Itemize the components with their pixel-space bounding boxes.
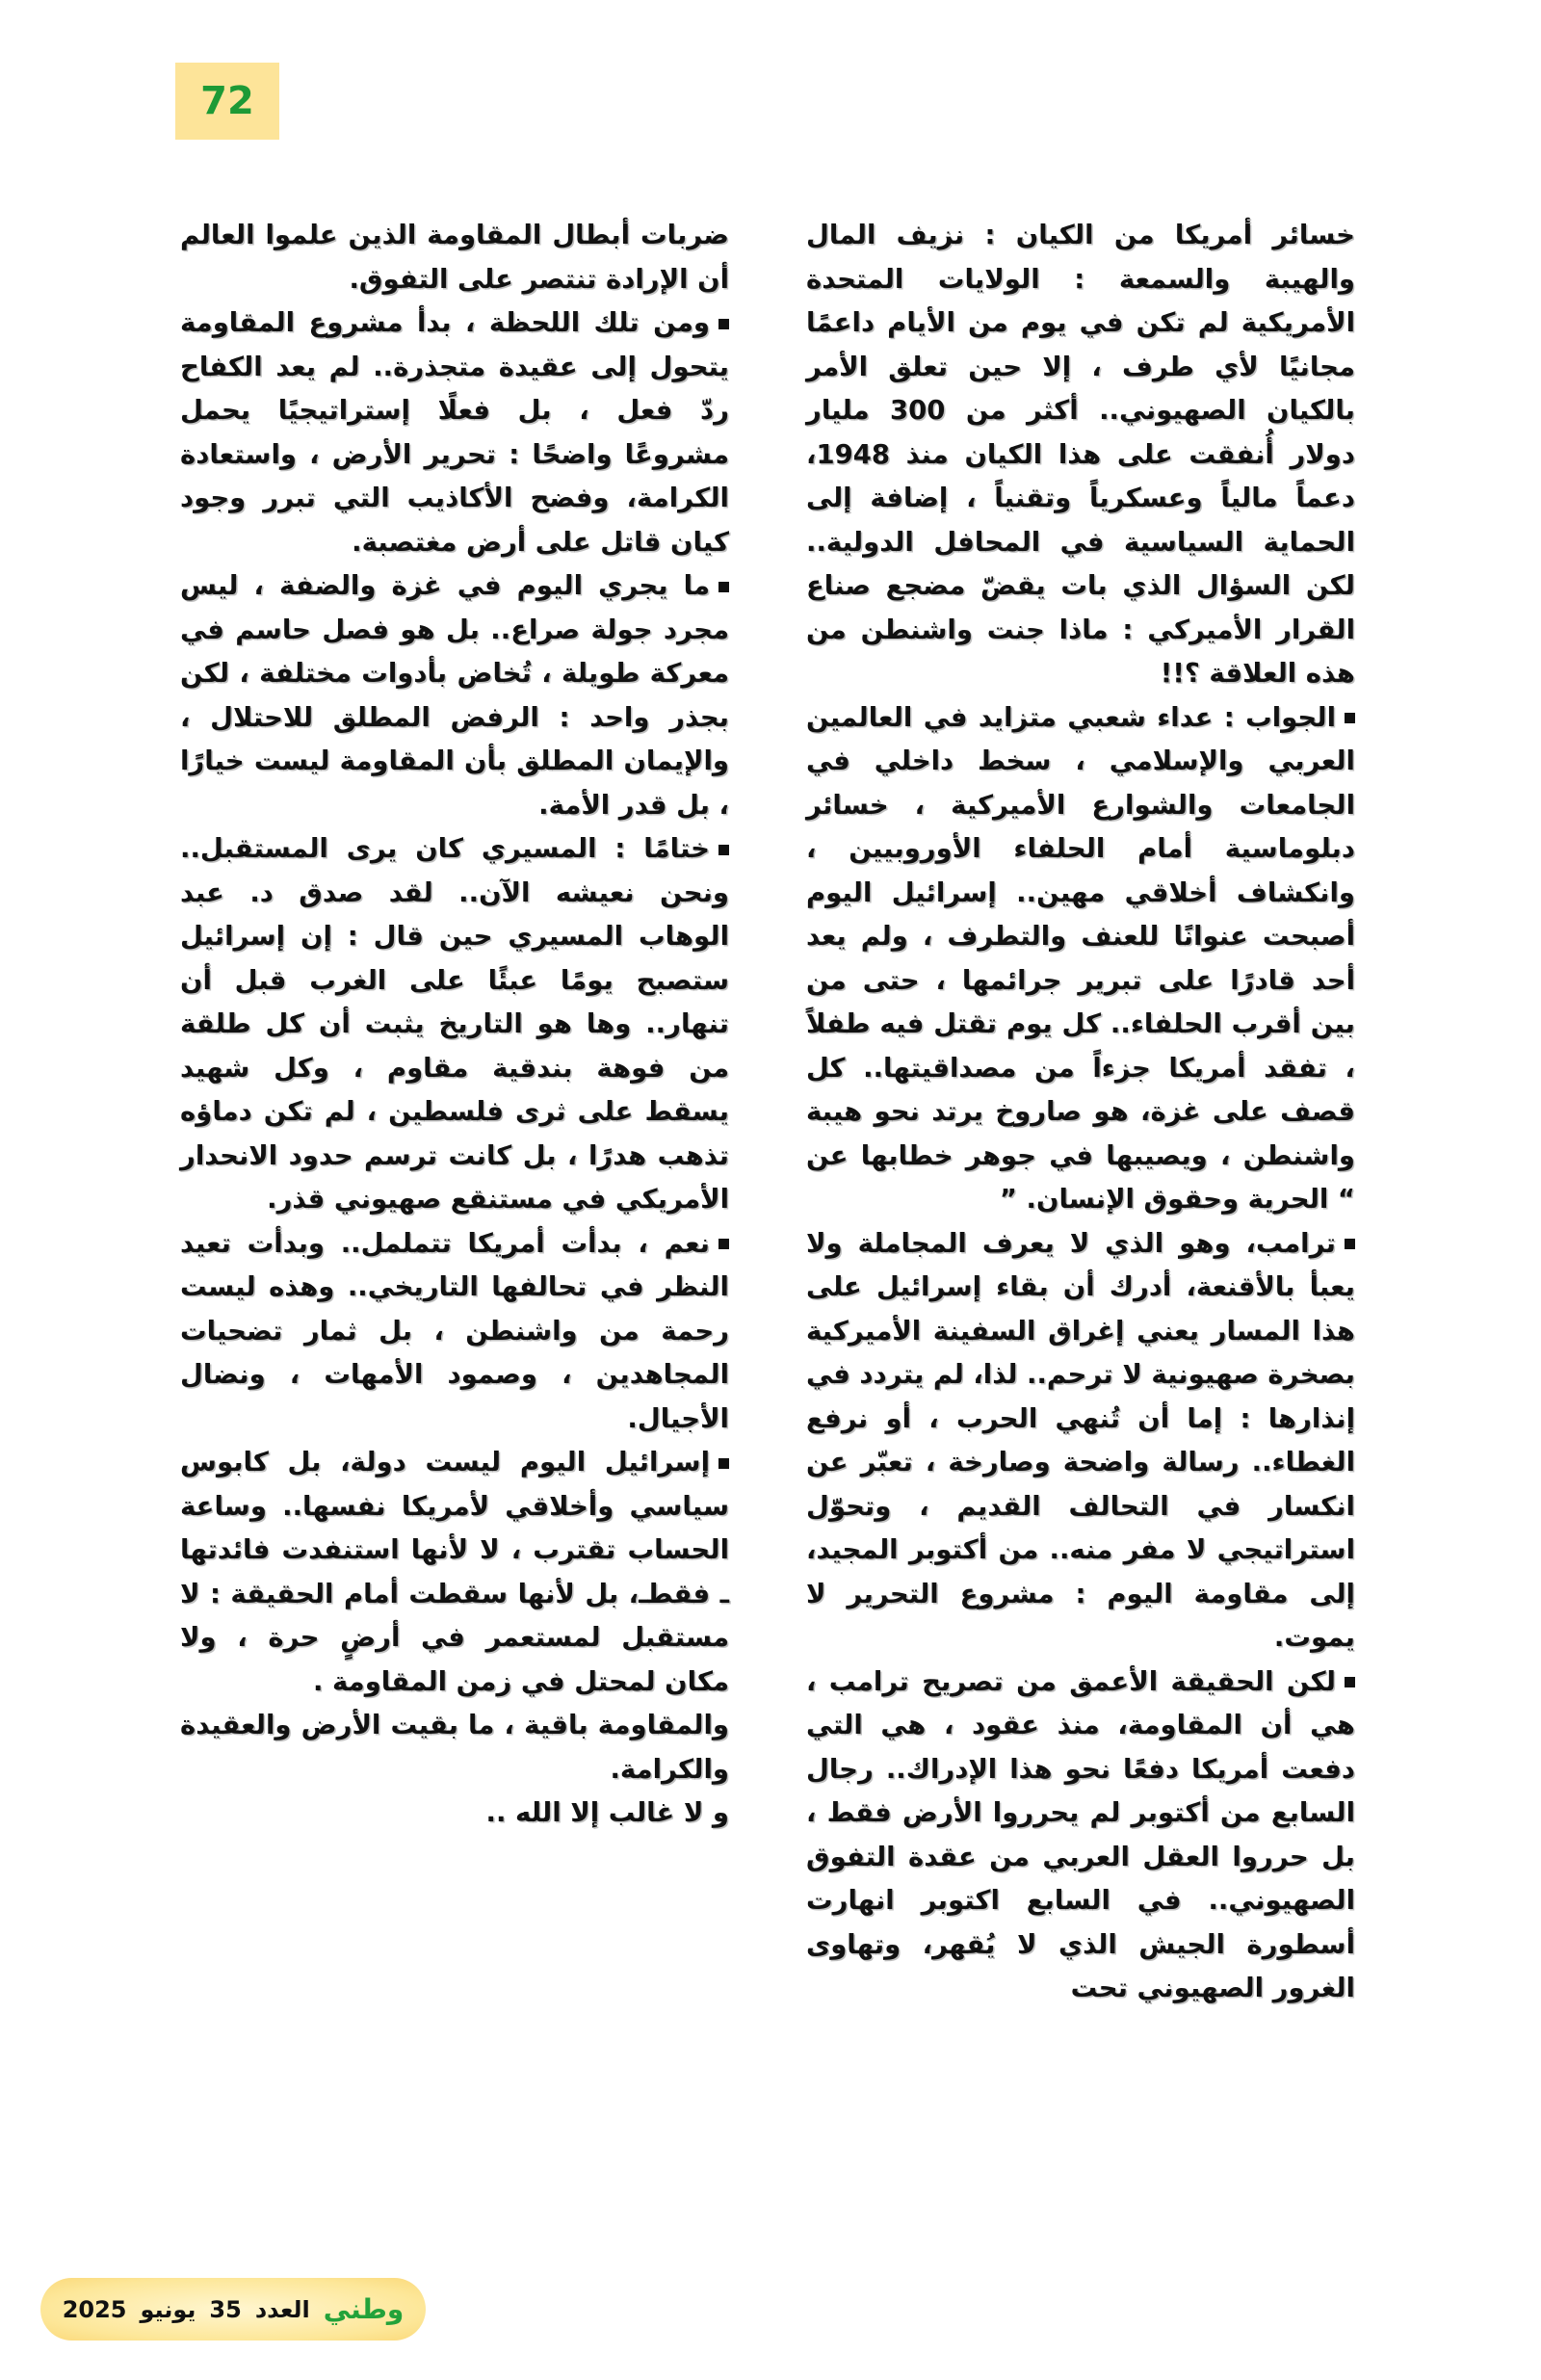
paragraph: الجواب : عداء شعبي متزايد في العالمين العربي والإسلامي ، سخط داخلي في الجامعات والشوارع الأميركية ، خسائر دبلوماسية أمام الحلفاء الأوروبيين ، وانكشاف أخلاقي مهين.. إسرائيل اليوم أصبحت عنوانًا للعنف والتطرف ، ولم يعد أحد قادرًا على تبرير جرائمها ، حتى من بين أقرب الحلفاء.. كل يوم تقتل فيه طفلاً ، تفقد أمريكا جزءاً من مصداقيتها.. كل قصف على غزة، هو صاروخ يرتد نحو هيبة واشنطن ، ويصيبها في جوهر خطابها عن “ الحرية وحقوق الإنسان. ” [806,701,1355,1215]
paragraph: ختامًا : المسيري كان يرى المستقبل.. ونحن نعيشه الآن.. لقد صدق د. عبد الوهاب المسيري حين قال : إن إسرائيل ستصبح يومًا عبئًا على الغرب قبل أن تنهار.. وها هو التاريخ يثبت أن كل طلقة من فوهة بندقية مقاوم ، وكل شهيد يسقط على ثرى فلسطين ، لم تكن دماؤه تذهب هدرًا ، بل كانت ترسم حدود الانحدار الأمريكي في مستنقع صهيوني قذر. [180,833,729,1215]
square-bullet-icon [1345,1677,1355,1687]
paragraph: ومن تلك اللحظة ، بدأ مشروع المقاومة يتحول إلى عقيدة متجذرة.. لم يعد الكفاح ردّ فعل ، بل فعلًا إستراتيجيًا يحمل مشروعًا واضحًا : تحرير الأرض ، واستعادة الكرامة، وفضح الأكاذيب التي تبرر وجود كيان قاتل على أرض مغتصبة. [180,307,729,558]
square-bullet-icon [718,1239,729,1249]
paragraph: والمقاومة باقية ، ما بقيت الأرض والعقيدة والكرامة. [180,1710,729,1785]
issue-label: العدد [254,2295,310,2323]
closing-line: و لا غالب إلا الله .. [485,1797,729,1828]
square-bullet-icon [718,319,729,329]
square-bullet-icon [1345,1239,1355,1249]
paragraph: لكن الحقيقة الأعمق من تصريح ترامب ، هي أن المقاومة، منذ عقود ، هي التي دفعت أمريكا دفعًا نحو هذا الإدراك.. رجال السابع من أكتوبر لم يحرروا الأرض فقط ، بل حرروا العقل العربي من عقدة التفوق الصهيوني.. في السابع اكتوبر انهارت أسطورة الجيش الذي لا يُقهر، وتهاوى الغرور الصهيوني تحت [806,1665,1355,2003]
issue-year: 2025 [62,2295,127,2323]
footer-issue-badge [40,2278,426,2341]
square-bullet-icon [1345,713,1355,723]
magazine-brand: وطني [323,2293,405,2325]
page-number: 72 [200,79,254,123]
paragraph: ترامب، وهو الذي لا يعرف المجاملة ولا يعبأ بالأقنعة، أدرك أن بقاء إسرائيل على هذا المسار يعني إغراق السفينة الأميركية بصخرة صهيونية لا ترحم.. لذا، لم يتردد في إنذارها : إما أن تُنهي الحرب ، أو نرفع الغطاء.. رسالة واضحة وصارخة ، تعبّر عن انكسار في التحالف القديم ، وتحوّل استراتيجي لا مفر منه.. من أكتوبر المجيد، إلى مقاومة اليوم : مشروع التحرير لا يموت. [806,1227,1355,1653]
paragraph: ضربات أبطال المقاومة الذين علموا العالم أن الإرادة تنتصر على التفوق. [180,220,729,295]
paragraph: ما يجري اليوم في غزة والضفة ، ليس مجرد جولة صراع.. بل هو فصل حاسم في معركة طويلة ، تُخاض بأدوات مختلفة ، لكن بجذر واحد : الرفض المطلق للاحتلال ، والإيمان المطلق بأن المقاومة ليست خيارًا ، بل قدر الأمة. [180,570,729,821]
square-bullet-icon [718,582,729,592]
paragraph: إسرائيل اليوم ليست دولة، بل كابوس سياسي وأخلاقي لأمريكا نفسها.. وساعة الحساب تقترب ، لا لأنها استنفدت فائدتها ـ فقطـ، بل لأنها سقطت أمام الحقيقة : لا مستقبل لمستعمر في أرضٍ حرة ، ولا مكان لمحتل في زمن المقاومة . [180,1447,729,1697]
paragraph: خسائر أمريكا من الكيان : نزيف المال والهيبة والسمعة : الولايات المتحدة الأمريكية لم تكن في يوم من الأيام داعمًا مجانيًا لأي طرف ، إلا حين تعلق الأمر بالكيان الصهيوني.. أكثر من 300 مليار دولار أُنفقت على هذا الكيان منذ 1948، دعماً مالياً وعسكرياً وتقنياً ، إضافة إلى الحماية السياسية في المحافل الدولية.. لكن السؤال الذي بات يقضّ مضجع صناع القرار الأميركي : ماذا جنت واشنطن من هذه العلاقة ؟!! [806,220,1356,689]
paragraph: نعم ، بدأت أمريكا تتململ.. وبدأت تعيد النظر في تحالفها التاريخي.. وهذه ليست رحمة من واشنطن ، بل ثمار تضحيات المجاهدين ، وصمود الأمهات ، ونضال الأجيال. [180,1227,729,1434]
square-bullet-icon [718,1458,729,1469]
article-column-left [180,214,729,1836]
square-bullet-icon [718,845,729,855]
article-column-right [806,214,1355,2011]
page-number-badge [175,63,279,140]
issue-number: 35 [209,2295,242,2323]
issue-month: يونيو [140,2295,196,2323]
